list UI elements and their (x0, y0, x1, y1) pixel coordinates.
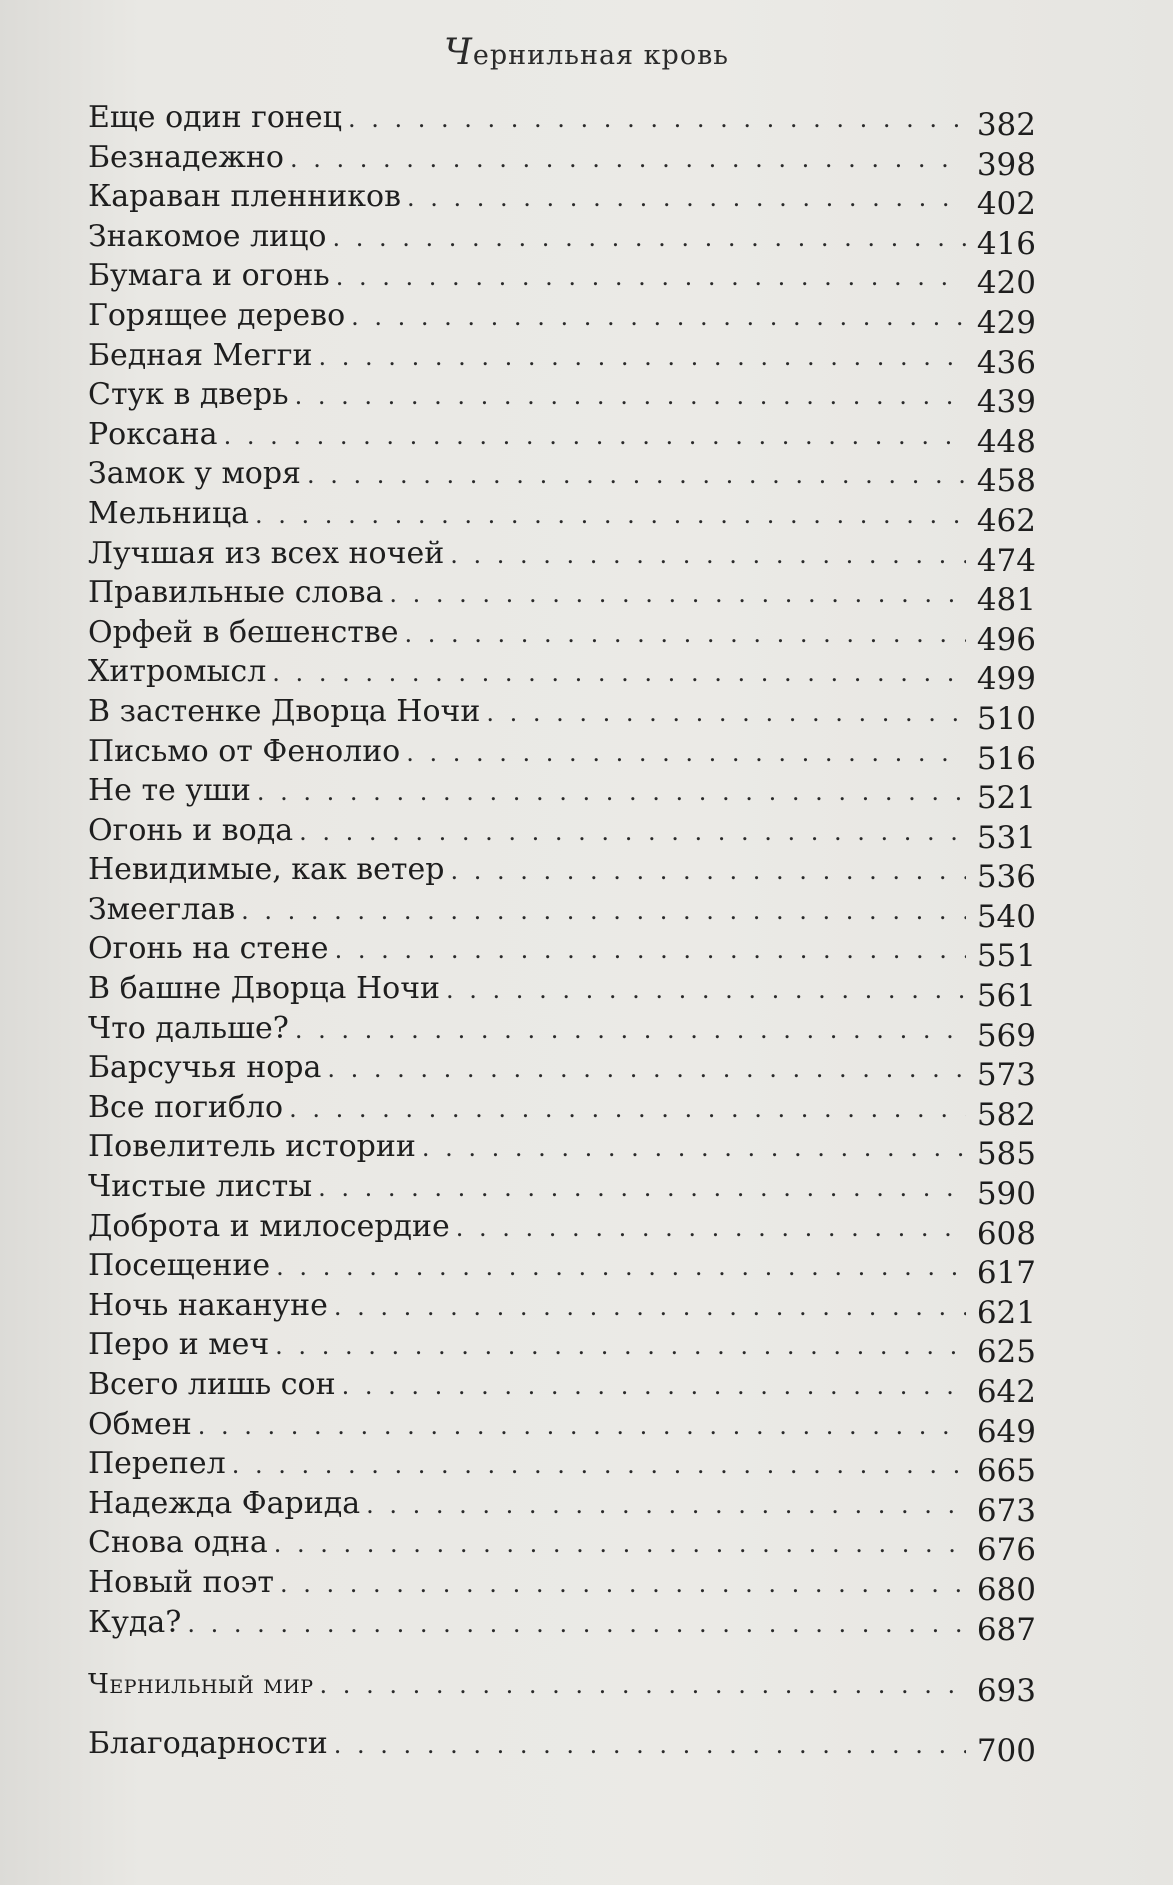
entry-title: Мельница (88, 495, 250, 531)
entry-title: Надежда Фарида (88, 1485, 361, 1521)
page-number: 510 (976, 700, 1036, 737)
running-head (0, 32, 1173, 73)
dot-leader (327, 1050, 966, 1090)
dot-leader (290, 140, 966, 180)
entry-title: Знакомое лицо (88, 218, 327, 254)
page-number: 516 (976, 740, 1036, 777)
toc-entry (88, 1286, 1036, 1331)
entry-title: В застенке Дворца Ночи (88, 693, 481, 729)
entry-title: Письмо от Фенолио (88, 733, 401, 769)
entry-title: Чернильный мир (88, 1669, 314, 1701)
page-number: 448 (976, 423, 1036, 460)
entry-title: Доброта и милосердие (88, 1208, 450, 1244)
toc-entry (88, 850, 1036, 896)
dot-leader (486, 694, 966, 734)
dot-leader (351, 298, 966, 338)
page-number: 458 (976, 463, 1036, 500)
dot-leader (446, 971, 966, 1011)
dot-leader (307, 456, 966, 496)
entry-title: Обмен (88, 1406, 192, 1442)
page-number: 521 (976, 780, 1036, 817)
dot-leader (274, 1525, 966, 1565)
dot-leader (187, 1605, 966, 1645)
toc-entry (88, 415, 1036, 460)
dot-leader (332, 219, 966, 259)
entry-title: Роксана (88, 416, 218, 452)
page-number: 676 (976, 1532, 1036, 1569)
entry-title: Огонь и вода (88, 812, 294, 848)
dot-leader (295, 1011, 966, 1051)
page-number: 573 (976, 1057, 1036, 1094)
page-number: 649 (976, 1413, 1036, 1450)
page-number: 625 (976, 1334, 1036, 1371)
toc-entry (88, 1127, 1036, 1173)
toc-entry (88, 1325, 1036, 1371)
toc-entry (88, 1603, 1036, 1648)
page-number: 402 (976, 186, 1036, 223)
toc-entry (88, 1207, 1036, 1252)
entry-title: Бедная Мегги (88, 337, 313, 373)
dot-leader (335, 931, 966, 971)
entry-title: Еще один гонец (88, 100, 342, 135)
dot-leader (422, 1129, 966, 1169)
toc-entry (88, 692, 1036, 737)
toc-entry (88, 1167, 1036, 1213)
dot-leader (348, 100, 966, 140)
page-number: 531 (976, 819, 1036, 856)
page-number: 617 (976, 1255, 1036, 1292)
entry-title: Огонь на стене (88, 931, 329, 967)
dot-leader (232, 1446, 966, 1486)
entry-title: Всего лишь сон (88, 1367, 336, 1402)
table-of-contents (88, 98, 1036, 1769)
page-number: 693 (976, 1673, 1036, 1710)
entry-title: Змееглав (88, 891, 236, 927)
toc-entry (88, 375, 1036, 421)
toc-entry (88, 1444, 1036, 1490)
toc-entry (88, 217, 1036, 262)
dot-leader (389, 575, 966, 615)
toc-entry (88, 732, 1036, 777)
dot-leader (319, 338, 966, 378)
toc-entry (88, 256, 1036, 302)
entry-title: Замок у моря (88, 456, 301, 492)
page-number: 687 (976, 1611, 1036, 1648)
page-number: 462 (976, 502, 1036, 539)
dot-leader (320, 1666, 966, 1706)
page-number: 642 (976, 1374, 1036, 1410)
page-number: 608 (976, 1215, 1036, 1252)
dot-leader (255, 496, 966, 536)
page-number: 436 (976, 344, 1036, 381)
entry-title: Перо и меч (88, 1327, 270, 1363)
dot-leader (334, 1288, 966, 1328)
page-number: 481 (976, 582, 1036, 619)
page-number: 569 (976, 1017, 1036, 1054)
toc-entry (88, 652, 1036, 698)
entry-title: Посещение (88, 1248, 271, 1284)
toc-entry (88, 1523, 1036, 1569)
entry-title: Повелитель истории (88, 1129, 416, 1165)
entry-title: Караван пленников (88, 179, 401, 215)
toc-entry (88, 1405, 1036, 1450)
entry-title: Чистые листы (88, 1169, 313, 1205)
toc-entry (88, 771, 1036, 817)
dot-leader (276, 1248, 966, 1288)
entry-title: Невидимые, как ветер (88, 852, 445, 888)
dot-leader (241, 892, 966, 932)
dot-leader (280, 1565, 966, 1605)
dot-leader (450, 852, 966, 892)
dot-leader (275, 1327, 966, 1367)
toc-acknowledgements-entry (88, 1724, 1036, 1769)
entry-title: Барсучья нора (88, 1050, 322, 1086)
entry-title: Бумага и огонь (88, 258, 330, 294)
entry-title: Не те уши (88, 773, 251, 809)
toc-entry (88, 929, 1036, 975)
toc-entry (88, 1484, 1036, 1529)
page-number: 582 (976, 1096, 1036, 1133)
running-head-rest: ернильная кровь (472, 40, 729, 71)
toc-entry (88, 494, 1036, 539)
page-number: 621 (976, 1294, 1036, 1331)
page-number: 680 (976, 1571, 1036, 1608)
dot-leader (342, 1367, 966, 1407)
page-number: 416 (976, 225, 1036, 262)
page-number: 382 (976, 107, 1036, 143)
dot-leader (299, 813, 966, 853)
toc-entry (88, 811, 1036, 856)
entry-title: Лучшая из всех ночей (88, 535, 445, 571)
page-number: 585 (976, 1136, 1036, 1173)
toc-entry (88, 454, 1036, 500)
entry-title: Безнадежно (88, 139, 284, 175)
page-number: 665 (976, 1453, 1036, 1490)
page-number: 590 (976, 1176, 1036, 1213)
page-number: 673 (976, 1492, 1036, 1529)
dot-leader (295, 377, 966, 417)
dot-leader (407, 179, 966, 219)
dot-leader (224, 417, 966, 457)
dot-leader (366, 1486, 966, 1526)
toc-part-entry (88, 1664, 1036, 1710)
toc-entry (88, 1088, 1036, 1133)
toc-entry (88, 138, 1036, 183)
toc-entry (88, 534, 1036, 579)
toc-entry (88, 177, 1036, 223)
toc-entry (88, 1009, 1036, 1054)
entry-title: Хитромысл (88, 654, 267, 690)
entry-title: Перепел (88, 1446, 226, 1482)
entry-title: Правильные слова (88, 575, 384, 611)
page-number: 439 (976, 384, 1036, 421)
page-number: 540 (976, 898, 1036, 935)
entry-title: Куда? (88, 1604, 182, 1640)
page-number: 398 (976, 146, 1036, 183)
entry-title: Орфей в бешенстве (88, 614, 399, 650)
page-number: 420 (976, 265, 1036, 302)
toc-entry (88, 1365, 1036, 1410)
page-number: 499 (976, 661, 1036, 698)
page-number: 496 (976, 621, 1036, 658)
entry-title: Все погибло (88, 1089, 284, 1125)
entry-title: В башне Дворца Ночи (88, 971, 441, 1007)
dot-leader (450, 536, 966, 576)
dot-leader (257, 773, 966, 813)
toc-entry (88, 1563, 1036, 1608)
entry-title: Снова одна (88, 1525, 268, 1561)
entry-title: Новый поэт (88, 1564, 274, 1600)
dot-leader (336, 258, 966, 298)
page-number: 561 (976, 978, 1036, 1015)
entry-title: Стук в дверь (88, 377, 289, 413)
dot-leader (334, 1726, 966, 1766)
dot-leader (406, 734, 966, 774)
dot-leader (456, 1209, 966, 1249)
dot-leader (289, 1090, 966, 1130)
page-number: 474 (976, 542, 1036, 579)
toc-entry (88, 296, 1036, 341)
entry-title: Благодарности (88, 1725, 328, 1761)
toc-entry (88, 98, 1036, 143)
toc-entry (88, 336, 1036, 381)
toc-entry (88, 1048, 1036, 1094)
page-number: 700 (976, 1732, 1036, 1769)
page-number: 429 (976, 304, 1036, 341)
page-number: 551 (976, 938, 1036, 975)
toc-entry (88, 573, 1036, 619)
toc-entry (88, 1246, 1036, 1292)
toc-entry (88, 890, 1036, 935)
running-head-initial: Ч (444, 32, 473, 73)
toc-entry (88, 969, 1036, 1015)
page-number: 536 (976, 859, 1036, 896)
entry-title: Горящее дерево (88, 297, 346, 333)
dot-leader (272, 654, 966, 694)
entry-title: Ночь накануне (88, 1287, 328, 1323)
dot-leader (405, 615, 967, 655)
toc-entry (88, 613, 1036, 658)
dot-leader (198, 1407, 966, 1447)
entry-title: Что дальше? (88, 1010, 289, 1046)
dot-leader (318, 1169, 966, 1209)
